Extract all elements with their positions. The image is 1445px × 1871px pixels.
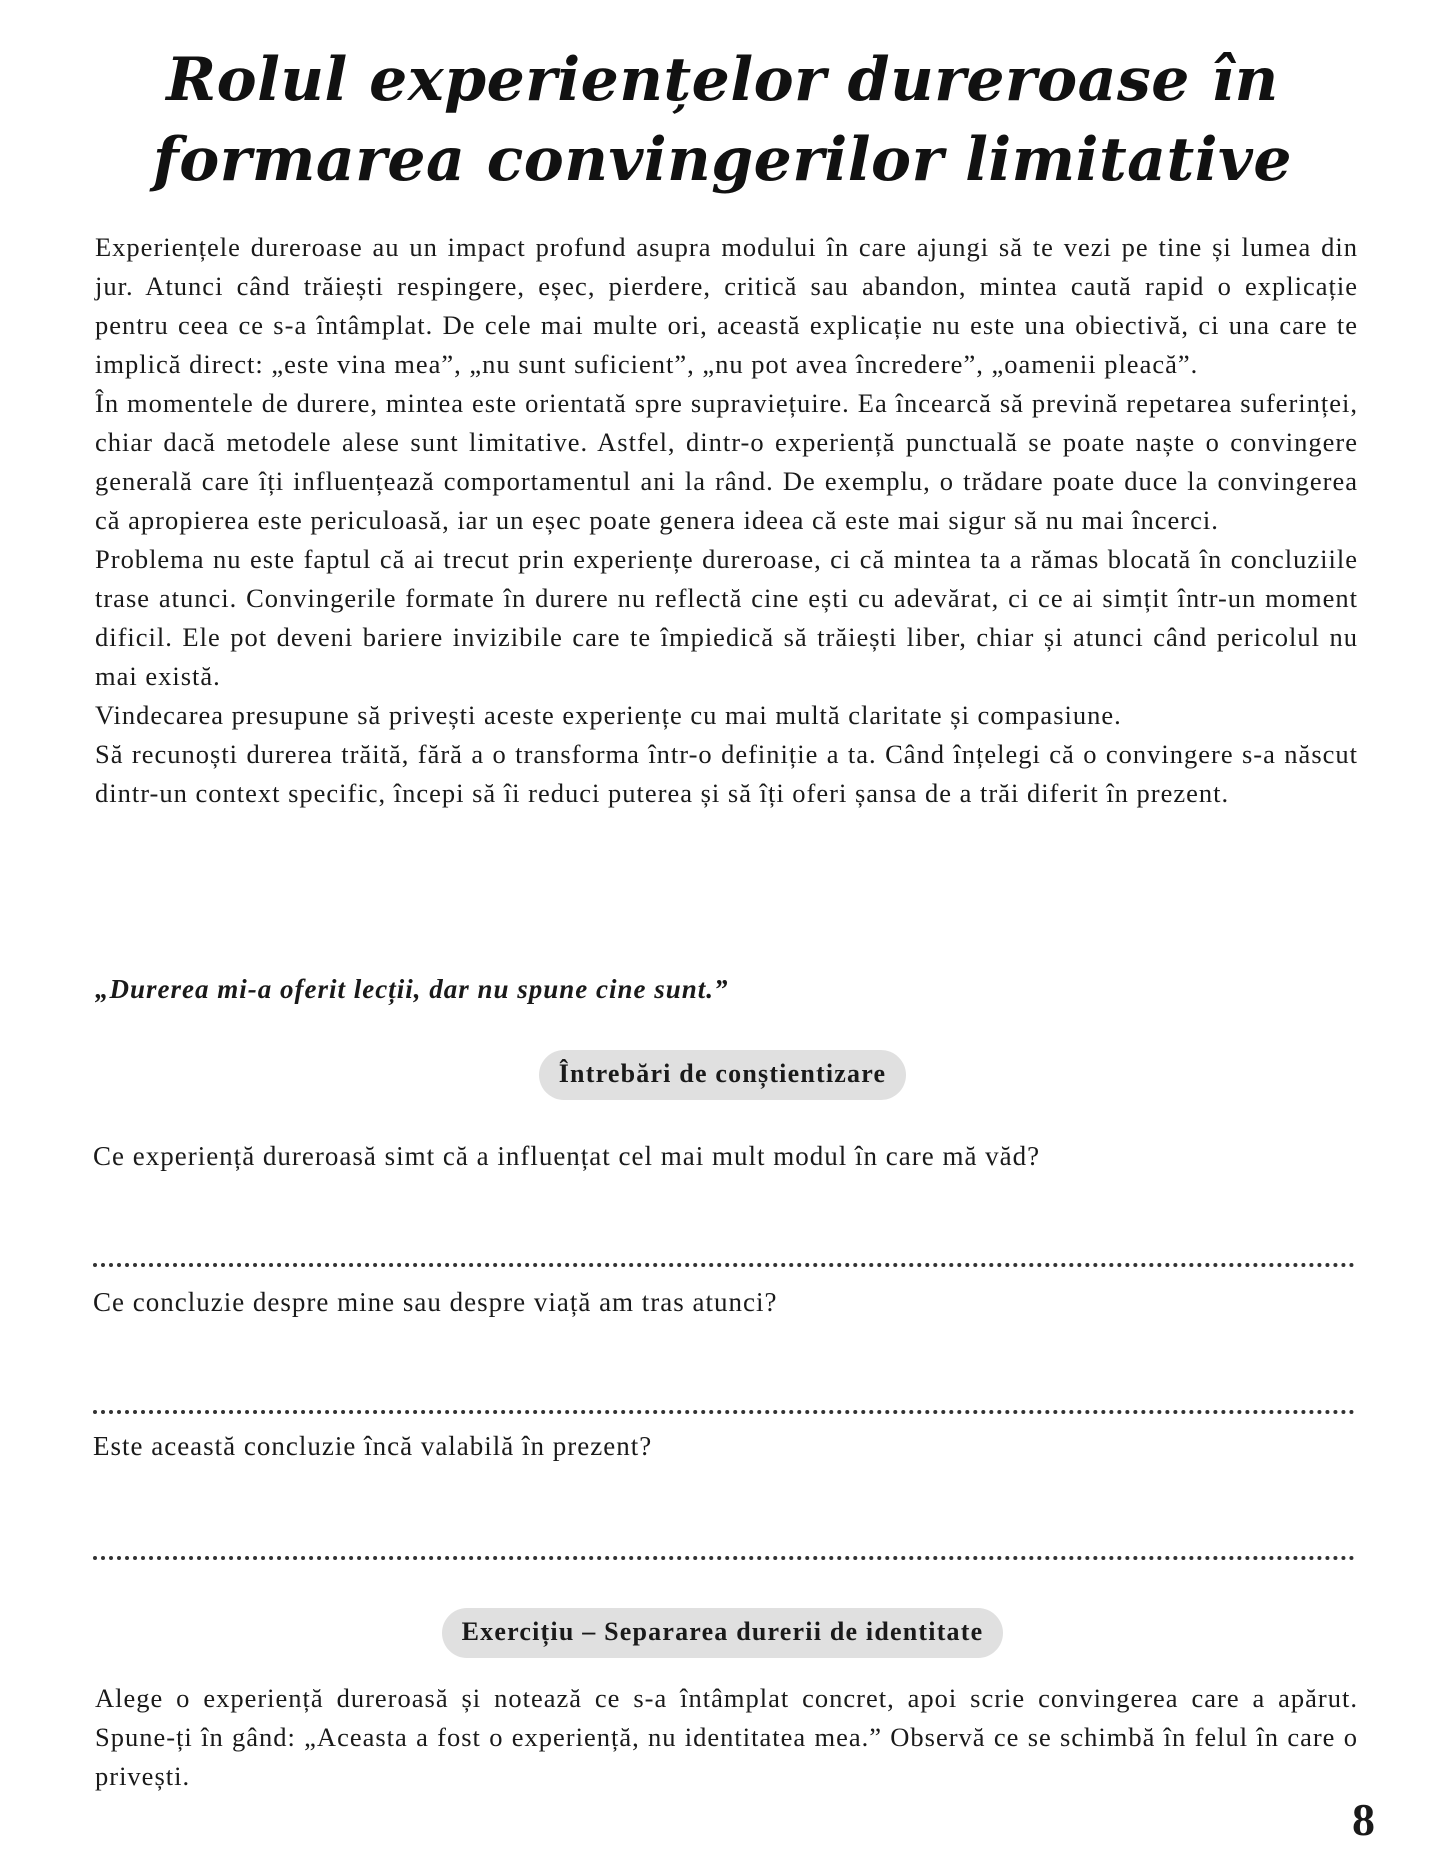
answer-line-1[interactable] (93, 1263, 1355, 1267)
paragraph: Experiențele dureroase au un impact profund asupra modului în care ajungi să te vezi pe tine și lumea din jur. Atunci când trăiești respingere, eșec, pierdere, critică sau abandon, mintea caută rapid o explicație pentru ceea ce s-a întâmplat. De cele mai multe ori, această explicație nu este una obiectivă, ci una care te implică direct: „este vina mea”, „nu sunt suficient”, „nu pot avea încredere”, „oamenii pleacă”. (95, 232, 1358, 379)
exercise-heading: Exercițiu – Separarea durerii de identitate (442, 1608, 1004, 1658)
question-1: Ce experiență dureroasă simt că a influențat cel mai mult modul în care mă văd? (93, 1141, 1041, 1171)
question-2: Ce concluzie despre mine sau despre viață am tras atunci? (93, 1287, 778, 1317)
questions-heading-container (0, 1050, 1445, 1100)
body-text (95, 228, 1358, 813)
quote: „Durerea mi-a oferit lecții, dar nu spune cine sunt.” (95, 974, 729, 1004)
questions-heading: Întrebări de conștientizare (539, 1050, 907, 1100)
page-number: 8 (1352, 1794, 1375, 1845)
paragraph: Problema nu este faptul că ai trecut prin experiențe dureroase, ci că mintea ta a rămas blocată în concluziile trase atunci. Convingerile formate în durere nu reflectă cine ești cu adevărat, ci ce ai simțit într-un moment dificil. Ele pot deveni bariere invizibile care te împiedică să trăiești liber, chiar și atunci când pericolul nu mai există. (95, 544, 1358, 691)
paragraph: În momentele de durere, mintea este orientată spre supraviețuire. Ea încearcă să prevină repetarea suferinței, chiar dacă metodele alese sunt limitative. Astfel, dintr-o experiență punctuală se poate naște o convingere generală care îți influențează comportamentul ani la rând. De exemplu, o trădare poate duce la convingerea că apropierea este periculoasă, iar un eșec poate genera ideea că este mai sigur să nu mai încerci. (95, 388, 1358, 535)
paragraph: Vindecarea presupune să privești aceste experiențe cu mai multă claritate și compasiune. (95, 700, 1122, 730)
exercise-text: Alege o experiență dureroasă și notează ce s-a întâmplat concret, apoi scrie convingerea care a apărut. Spune-ți în gând: „Aceasta a fost o experiență, nu identitatea mea.” Observă ce se schimbă în felul în care o privești. (95, 1683, 1358, 1791)
exercise-heading-container (0, 1608, 1445, 1658)
question-3: Este această concluzie încă valabilă în prezent? (93, 1431, 653, 1461)
answer-line-2[interactable] (93, 1410, 1355, 1414)
answer-line-3[interactable] (93, 1556, 1355, 1560)
page-title: Rolul experiențelor dureroase în formarea convingerilor limitative (152, 45, 1293, 195)
paragraph: Să recunoști durerea trăită, fără a o transforma într-o definiție a ta. Când înțelegi că o convingere s-a născut dintr-un context specific, începi să îi reduci puterea și să îți oferi șansa de a trăi diferit în prezent. (95, 739, 1358, 808)
